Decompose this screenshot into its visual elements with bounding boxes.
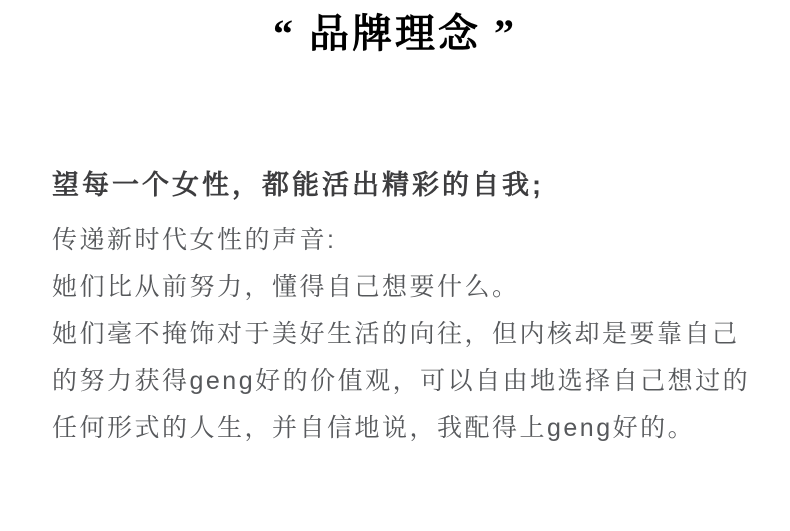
body-line-4: 的努力获得geng好的价值观，可以自由地选择自己想过的 [52, 367, 751, 395]
body-line-1: 传递新时代女性的声音: [52, 226, 337, 254]
body-line-3: 她们毫不掩饰对于美好生活的向往，但内核却是要靠自己 [52, 320, 740, 348]
body-line-5: 任何形式的人生，并自信地说，我配得上geng好的。 [52, 414, 696, 442]
page-title: “ 品牌理念 ” [273, 11, 517, 56]
body-line-2: 她们比从前努力，懂得自己想要什么。 [52, 273, 520, 301]
slogan-heading: 望每一个女性，都能活出精彩的自我; [52, 170, 544, 200]
body-paragraphs [52, 217, 790, 452]
